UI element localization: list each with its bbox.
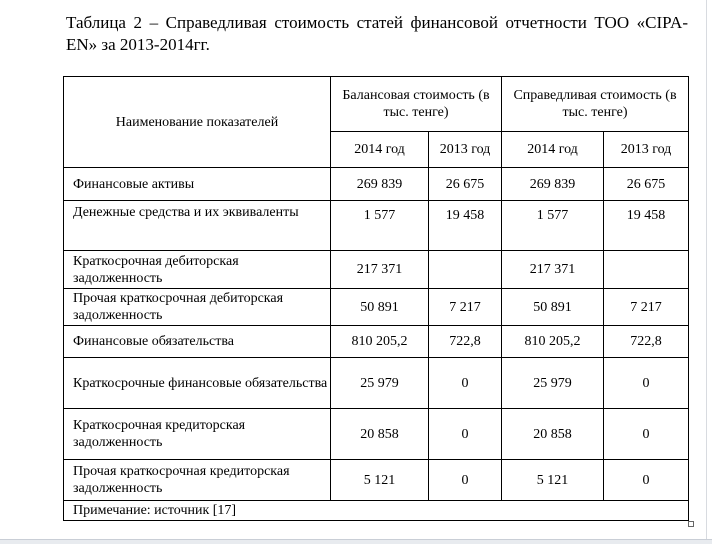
cell-value: 26 675 <box>429 168 502 201</box>
header-year: 2014 год <box>502 132 604 168</box>
row-label: Прочая краткосрочная кредиторская задолженность <box>64 460 331 501</box>
cell-value: 19 458 <box>429 201 502 251</box>
row-label: Краткосрочная кредиторская задолженность <box>64 409 331 460</box>
cell-value <box>604 251 689 289</box>
table-resize-handle[interactable] <box>688 521 694 527</box>
cell-value: 0 <box>604 409 689 460</box>
cell-value: 50 891 <box>331 289 429 326</box>
header-balance-value: Балансовая стоимость (в тыс. тенге) <box>331 77 502 132</box>
header-row-groups <box>64 77 689 132</box>
cell-value: 269 839 <box>502 168 604 201</box>
page-right-edge <box>706 0 707 539</box>
cell-value: 810 205,2 <box>331 326 429 358</box>
cell-value: 7 217 <box>604 289 689 326</box>
cell-value: 25 979 <box>502 358 604 409</box>
table-row <box>64 251 689 289</box>
cell-value: 0 <box>604 460 689 501</box>
cell-value: 722,8 <box>604 326 689 358</box>
cell-value: 0 <box>429 409 502 460</box>
header-year: 2013 год <box>429 132 502 168</box>
row-label: Краткосрочные финансовые обязательства <box>64 358 331 409</box>
row-label: Финансовые обязательства <box>64 326 331 358</box>
cell-value: 5 121 <box>502 460 604 501</box>
cell-value: 1 577 <box>502 201 604 251</box>
cell-value: 20 858 <box>502 409 604 460</box>
table-caption: Таблица 2 – Справедливая стоимость статей финансовой отчетности ТОО «CIPA-EN» за 2013-2014гг. <box>66 13 688 54</box>
cell-value: 810 205,2 <box>502 326 604 358</box>
cell-value: 50 891 <box>502 289 604 326</box>
cell-value: 20 858 <box>331 409 429 460</box>
cell-value: 217 371 <box>331 251 429 289</box>
cell-value: 26 675 <box>604 168 689 201</box>
cell-value: 7 217 <box>429 289 502 326</box>
cell-value: 722,8 <box>429 326 502 358</box>
table-row <box>64 201 689 251</box>
table-row <box>64 358 689 409</box>
cell-value: 0 <box>429 460 502 501</box>
header-year: 2013 год <box>604 132 689 168</box>
cell-value: 5 121 <box>331 460 429 501</box>
header-year: 2014 год <box>331 132 429 168</box>
cell-value: 25 979 <box>331 358 429 409</box>
table-row <box>64 409 689 460</box>
row-label: Прочая краткосрочная дебиторская задолженность <box>64 289 331 326</box>
row-label: Денежные средства и их эквиваленты <box>64 201 331 251</box>
table-row <box>64 326 689 358</box>
row-label: Краткосрочная дебиторская задолженность <box>64 251 331 289</box>
cell-value: 269 839 <box>331 168 429 201</box>
cell-value: 1 577 <box>331 201 429 251</box>
fair-value-table <box>63 76 689 521</box>
cell-value: 217 371 <box>502 251 604 289</box>
cell-value <box>429 251 502 289</box>
table-row <box>64 168 689 201</box>
row-label: Финансовые активы <box>64 168 331 201</box>
table-row <box>64 289 689 326</box>
header-fair-value: Справедливая стоимость (в тыс. тенге) <box>502 77 689 132</box>
table-row <box>64 460 689 501</box>
cell-value: 0 <box>604 358 689 409</box>
cell-value: 0 <box>429 358 502 409</box>
header-indicator-name: Наименование показателей <box>64 77 331 168</box>
table-note: Примечание: источник [17] <box>64 501 689 521</box>
note-row <box>64 501 689 521</box>
cell-value: 19 458 <box>604 201 689 251</box>
page-bottom-edge <box>0 539 712 544</box>
